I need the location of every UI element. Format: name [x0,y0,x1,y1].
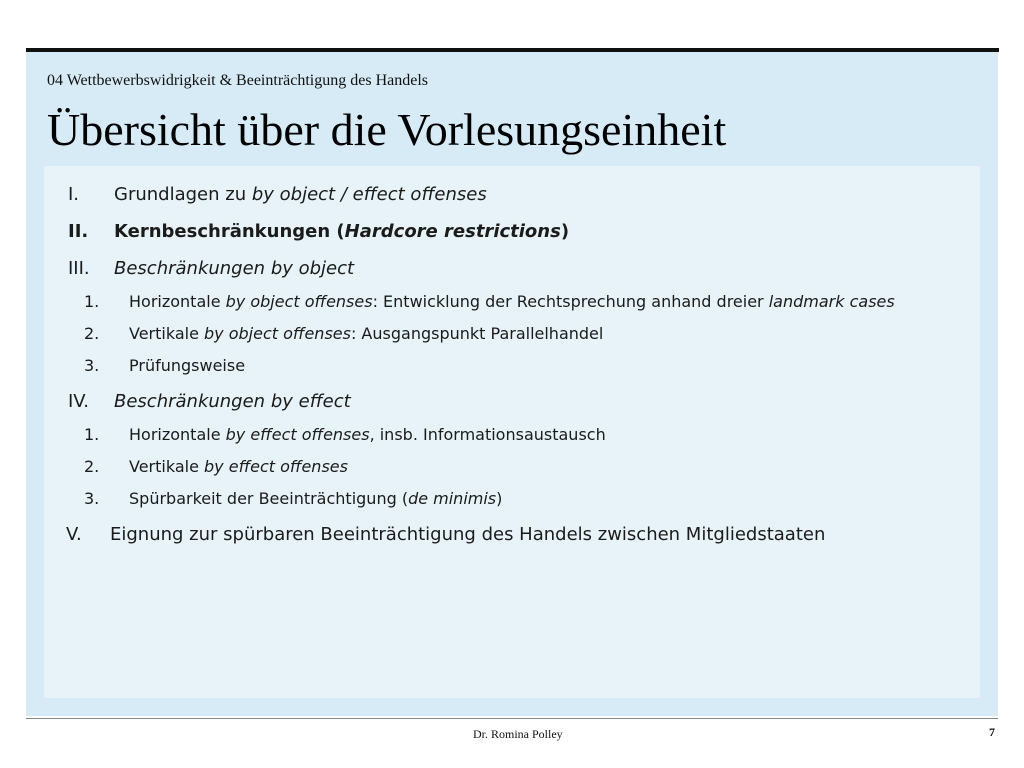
outline-text-segment: Grundlagen zu [114,184,252,205]
outline-text-segment: by object / effect offenses [251,184,487,205]
outline-text-segment: Beschränkungen by effect [114,391,351,412]
outline-text-segment: Kernbeschränkungen ( [114,221,345,242]
outline-text-segment: Vertikale [129,324,205,343]
outline-text-segment: by effect offenses [225,425,370,444]
outline-text-segment: Vertikale [129,457,205,476]
outline-text [129,356,245,375]
outline-number: 2. [84,457,100,476]
outline-text [114,184,487,205]
outline-text-segment: Horizontale [129,292,226,311]
outline-number: III. [68,258,90,279]
outline-text [129,425,606,444]
outline-number: V. [66,524,82,545]
footer-rule [26,718,998,719]
outline-text-segment: , insb. Informationsaustausch [369,425,606,444]
page-number: 7 [989,725,995,739]
outline-text-segment: Beschränkungen by object [114,258,355,279]
outline-text [114,391,351,412]
outline-text-segment: by object offenses [204,324,351,343]
footer-author: Dr. Romina Polley [473,727,563,741]
outline-text [129,457,348,476]
outline-text-segment: by effect offenses [204,457,348,476]
outline-text-segment: Spürbarkeit der Beeinträchtigung ( [129,489,409,508]
outline-number: 1. [84,425,100,444]
outline-text [129,489,502,508]
outline-text [110,524,825,545]
outline-text [129,324,603,343]
outline-text-segment: by object offenses [225,292,373,311]
outline-text-segment: Prüfungsweise [129,356,246,375]
outline-box [44,166,980,698]
outline-text [129,292,895,311]
outline-text-segment: de minimis [408,489,497,508]
outline-list [44,166,980,698]
outline-text-segment: : Entwicklung der Rechtsprechung anhand dreier [372,292,769,311]
outline-number: IV. [68,391,90,412]
outline-number: 3. [84,356,100,375]
outline-text-segment: Eignung zur spürbaren Beeinträchtigung des Handels zwischen Mitgliedstaaten [110,524,826,545]
outline-number: 3. [84,489,100,508]
outline-number: I. [68,184,80,205]
slide-title: Übersicht über die Vorlesungseinheit [47,104,727,155]
outline-text-segment: ) [560,221,570,242]
outline-text-segment: Horizontale [129,425,226,444]
outline-text [114,221,569,242]
outline-number: 2. [84,324,100,343]
outline-number: 1. [84,292,100,311]
outline-text-segment: Hardcore restrictions [344,221,561,242]
section-kicker: 04 Wettbewerbswidrigkeit & Beeinträchtigung des Handels [47,72,428,89]
outline-text [114,258,354,279]
outline-text-segment: ) [496,489,503,508]
outline-number: II. [68,221,89,242]
outline-text-segment: landmark cases [768,292,895,311]
outline-text-segment: : Ausgangspunkt Parallelhandel [350,324,604,343]
